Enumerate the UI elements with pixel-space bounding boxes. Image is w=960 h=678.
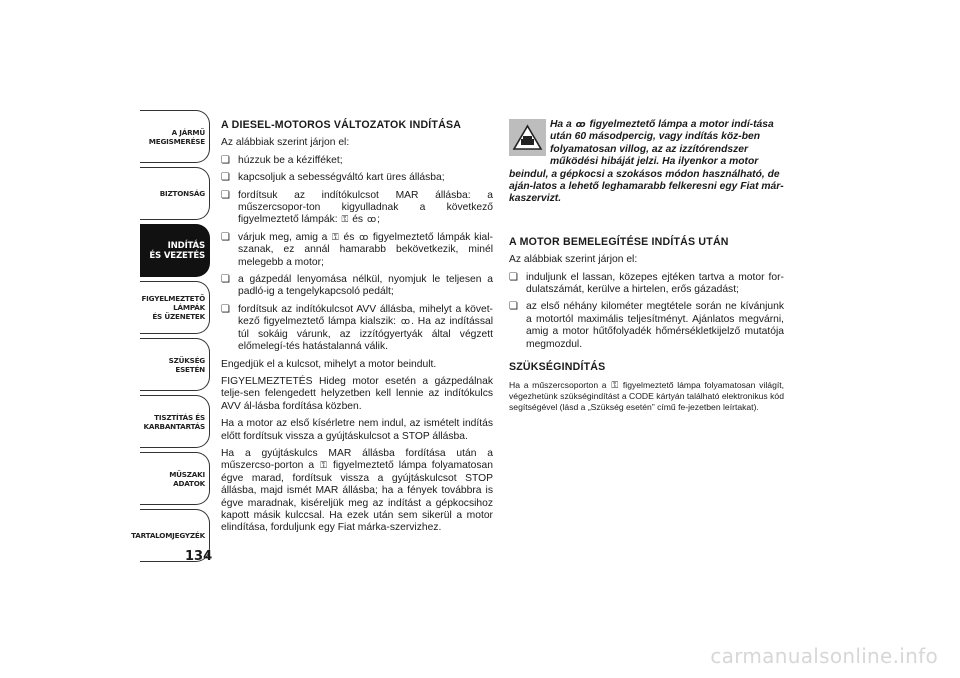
page-number: 134 — [185, 549, 213, 564]
item-text: várjuk meg, amig a — [238, 231, 328, 243]
tab-technical-data[interactable] — [140, 452, 210, 505]
tab-label: TISZTÍTÁS ÉS KARBANTARTÁS — [143, 412, 205, 431]
intro-text: Az alábbiak szerint járjon el: — [221, 137, 350, 149]
item-text: ; — [377, 214, 381, 226]
list-item: ❏ húzzuk be a kézifféket; — [221, 155, 493, 167]
paragraph-text: figyelmeztető lámpa folyamatosan világít, végezhetünk szükségindítást a CODE kártyán található elektronikus kód segítségével (lásd a „Szükség esetén” című fe-jezetben leírtakat). — [509, 379, 785, 412]
right-column — [509, 119, 784, 417]
tab-label: A JÁRMŰ MEGISMERÉSE — [148, 127, 205, 146]
warning-triangle-icon — [509, 119, 546, 156]
item-text: és — [343, 231, 355, 243]
tab-warning-lights[interactable] — [140, 281, 210, 334]
tab-starting-driving[interactable] — [140, 224, 210, 277]
list-item: ❏ kapcsoljuk a sebességváltó kart üres állásba; — [221, 172, 493, 184]
warning-text — [509, 119, 784, 206]
paragraph — [221, 448, 493, 535]
section-heading: A DIESEL-MOTOROS VÁLTOZATOK INDÍTÁSA — [221, 119, 462, 131]
car-key-icon: ⚿ — [611, 380, 619, 391]
car-key-icon: ⚿ — [332, 232, 339, 243]
list-item — [221, 232, 493, 269]
tab-vehicle[interactable] — [140, 110, 210, 163]
intro-text: Az alábbiak szerint járjon el: — [509, 254, 638, 266]
paragraph: Engedjük el a kulcsot, mihelyt a motor beindult. — [221, 358, 437, 370]
glow-plug-icon: ꝏ — [575, 120, 586, 130]
tab-label: TARTALOMJEGYZÉK — [131, 531, 205, 540]
warning-note — [509, 119, 784, 206]
tab-maintenance[interactable] — [140, 395, 210, 448]
list-item — [221, 304, 493, 354]
steps-list — [509, 272, 784, 351]
tab-safety[interactable] — [140, 167, 210, 220]
item-text: . Ha az indítással túl sokáig várunk, az izzítógyertyák által végzett előmelegí-tés hatástalanná válik. — [238, 316, 493, 353]
paragraph — [509, 380, 784, 413]
paragraph-text: figyelmeztető lámpa folyamatosan égve marad, fordítsuk vissza a gyújtáskulcsot STOP állásba, majd ismét MAR állásba; ha a fények továbbra is égve maradnak, kiséreljük meg az indítást a gépkocsihoz kapott másik kulccsal. Ha ezek után sem sikerül a motor elindítása, forduljunk egy Fiat márka-szervizhez. — [221, 460, 493, 534]
item-text: fordítsuk az indítókulcsot MAR állásba: a műszercsopor-ton kigyulladnak a következő figyelmeztető lámpák: — [238, 189, 493, 226]
list-item: ❏ az első néhány kilométer megtétele során ne kívánjunk a motortól maximális teljesítményt. Ajánlatos megvárni, amig a motor hűtőfolyadék hőmérsékletkijelző mutatója megmozdul. — [509, 301, 784, 351]
list-item: ❏ induljunk el lassan, közepes ejtéken tartva a motor for-dulatszámát, kerülve a hirtelen, erős gázadást; — [509, 272, 784, 297]
paragraph-text: Ha a gyújtáskulcs MAR állásba fordítása után a műszercso-porton a — [221, 447, 493, 472]
warning-text-part: Ha a — [550, 119, 572, 130]
car-key-icon: ⚿ — [341, 215, 349, 226]
watermark: carmanualsonline.info — [710, 644, 938, 668]
car-key-icon: ⚿ — [320, 461, 328, 472]
list-item — [221, 190, 493, 227]
tab-label: INDÍTÁS ÉS VEZETÉS — [149, 240, 205, 261]
tab-emergency[interactable] — [140, 338, 210, 391]
tab-label: MŰSZAKI ADATOK — [169, 469, 205, 488]
tab-label: SZÜKSÉG ESETÉN — [168, 355, 205, 374]
tab-label: FIGYELMEZTETŐ LÁMPÁK ÉS ÜZENETEK — [141, 294, 205, 321]
item-text: fordítsuk az indítókulcsot AVV állásba, mihelyt a követ-kező figyelmeztető lámpa kialszik: — [238, 303, 493, 328]
paragraph: FIGYELMEZTETÉS Hideg motor esetén a gázpedálnak telje-sen felengedett helyzetben kell lennie az indítókulcs AVV ál-lásba fordítása közben. — [221, 375, 493, 412]
tab-label: BIZTONSÁG — [159, 189, 205, 198]
item-text: és — [352, 214, 364, 226]
glow-plug-icon: ꝏ — [366, 215, 377, 226]
warning-text-part: figyelmeztető lámpa a motor indí-tása után 60 másodpercig, vagy indítás köz-ben folyamatosan villog, az az izzítórendszer működési hibáját jelzi. Ha ilyenkor a motor beindul, a gépkocsi a szokásos módon használható, de aján-latos a lehető leghamarabb felkeresni egy Fiat már-kaszervizt. — [509, 119, 784, 205]
paragraph: Ha a motor az első kísérletre nem indul, az ismételt indítás előtt fordítsuk vissza a gyújtáskulcsot a STOP állásba. — [221, 418, 493, 442]
steps-list — [221, 155, 493, 354]
item-text: figyelmeztető lámpák kial-szanak, ez annál hamarabb bekövetkezik, minél melegebb a motor; — [238, 231, 493, 268]
section-heading: A MOTOR BEMELEGÍTÉSE INDÍTÁS UTÁN — [509, 235, 729, 248]
section-heading: SZÜKSÉGINDÍTÁS — [509, 361, 606, 374]
glow-plug-icon: ꝏ — [359, 232, 369, 243]
list-item: ❏ a gázpedál lenyomása nélkül, nyomjuk le teljesen a padló-ig a tengelykapcsoló pedált; — [221, 274, 493, 299]
paragraph-text: Ha a műszercsoporton a — [509, 379, 607, 390]
glow-plug-icon: ꝏ — [400, 317, 411, 328]
left-column — [221, 119, 493, 540]
